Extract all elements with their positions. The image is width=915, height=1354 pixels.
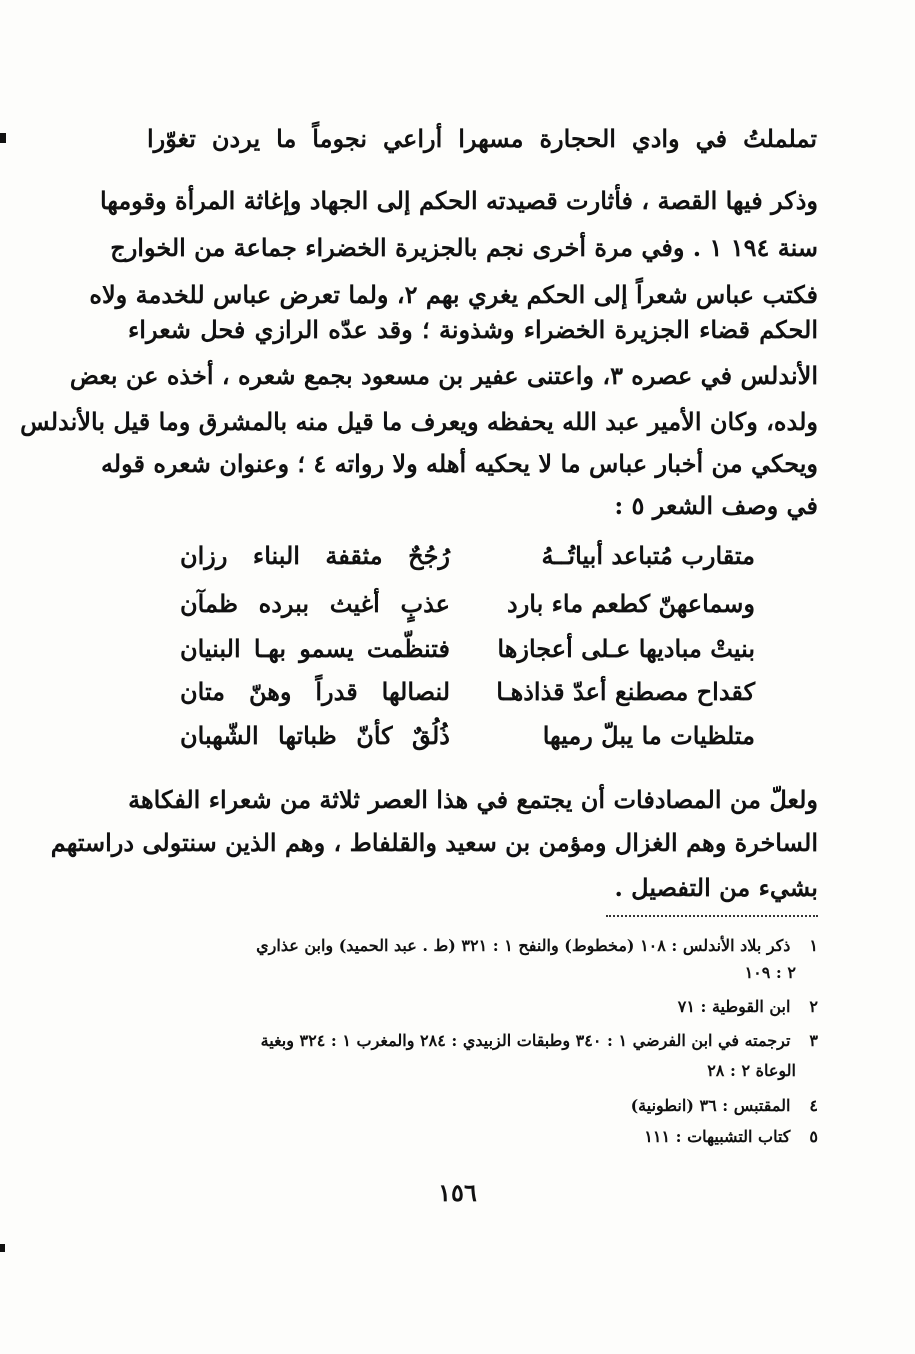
footnote-number: ٣ xyxy=(809,1031,818,1050)
verse-first-hemistich: متقارب مُتباعد أبياتُــهُ xyxy=(541,541,755,570)
footnote-text: كتاب التشبيهات : ١١١ xyxy=(644,1127,791,1146)
paragraph-line: ولعلّ من المصادفات أن يجتمع في هذا العصر ثلاثة من شعراء الفكاهة xyxy=(128,785,818,814)
footnote-text: الوعاة ٢ : ٢٨ xyxy=(707,1061,796,1080)
paragraph-line: ويحكي من أخبار عباس ما لا يحكيه أهله ولا رواته ٤ ؛ وعنوان شعره قوله xyxy=(100,449,818,478)
footnote-separator xyxy=(606,915,818,917)
paragraph-line: الأندلس في عصره ٣، واعتنى عفير بن مسعود بجمع شعره ، أخذه عن بعض xyxy=(69,361,818,390)
footnote-number: ٤ xyxy=(809,1096,818,1115)
poem-verse xyxy=(180,540,755,572)
paragraph-line: الساخرة وهم الغزال ومؤمن بن سعيد والقلفاط ، وهم الذين سنتولى دراستهم xyxy=(50,828,818,857)
verse-second-hemistich: لنصالها قدراً وهنّ متان xyxy=(180,677,450,706)
margin-mark xyxy=(0,1244,5,1252)
verse-second-hemistich: رُجُحٌ مثقفة البناء رزان xyxy=(180,541,450,570)
poem-verse xyxy=(180,588,755,620)
verse-first-hemistich: بنيتْ مباديها عـلى أعجازها xyxy=(497,634,755,663)
paragraph-line: فكتب عباس شعراً إلى الحكم يغري بهم ٢، ولما تعرض عباس للخدمة ولاه xyxy=(89,280,818,309)
verse-first-hemistich: متلظيات ما يبلّ رميها xyxy=(542,721,755,750)
footnote xyxy=(644,1126,818,1148)
verse-second-hemistich: ذُلُقٌ كأنّ ظباتها الشّهبان xyxy=(180,721,450,750)
footnote-continuation xyxy=(745,962,796,984)
footnote-text: ٢ : ١٠٩ xyxy=(744,963,796,982)
poem-verse xyxy=(180,720,755,752)
footnote xyxy=(678,996,818,1018)
margin-mark xyxy=(0,133,6,143)
verse-first-hemistich: كقداح مصطنع أعدّ قذاذهـا xyxy=(496,677,755,706)
paragraph-line: الحكم قضاء الجزيرة الخضراء وشذونة ؛ وقد عدّه الرازي فحل شعراء xyxy=(128,315,818,344)
footnote-number: ٢ xyxy=(809,997,818,1016)
paragraph-line: في وصف الشعر ٥ : xyxy=(614,491,818,520)
poem-verse xyxy=(180,633,755,665)
footnote-number: ١ xyxy=(809,936,818,955)
poem-verse xyxy=(180,676,755,708)
verse-second-hemistich: فتنظّمت يسمو بهـا البنيان xyxy=(180,634,450,663)
verse-heading: تململتُ في وادي الحجارة مسهرا أراعي نجوماً ما يردن تغوّرا xyxy=(147,124,817,153)
verse-first-hemistich: وسماعهنّ كطعم ماء بارد xyxy=(507,589,755,618)
footnote-text: المقتبس : ٣٦ (انطونية) xyxy=(630,1096,791,1115)
footnote-continuation xyxy=(707,1060,796,1082)
footnote-text: ذكر بلاد الأندلس : ١٠٨ (مخطوط) والنفح ١ : ٣٢١ (ط . عبد الحميد) وابن عذاري xyxy=(256,936,791,955)
footnote xyxy=(631,1095,818,1117)
footnote-text: ترجمته في ابن الفرضي ١ : ٣٤٠ وطبقات الزبيدي : ٢٨٤ والمغرب ١ : ٣٢٤ وبغية xyxy=(260,1031,791,1050)
footnote xyxy=(256,935,818,957)
paragraph-line: وذكر فيها القصة ، فأثارت قصيدته الحكم إلى الجهاد وإغاثة المرأة وقومها xyxy=(99,186,818,215)
footnote-text: ابن القوطية : ٧١ xyxy=(677,997,791,1016)
paragraph-line: ولده، وكان الأمير عبد الله يحفظه ويعرف ما قيل منه بالمشرق وما قيل بالأندلس xyxy=(20,407,818,436)
verse-second-hemistich: عذبٍ أغيث ببرده ظمآن xyxy=(180,589,450,618)
page-number: ١٥٦ xyxy=(438,1178,477,1207)
footnote-number: ٥ xyxy=(809,1127,818,1146)
footnote xyxy=(261,1030,818,1052)
paragraph-line: بشيء من التفصيل . xyxy=(614,873,818,902)
paragraph-line: سنة ١٩٤ ١ . وفي مرة أخرى نجم بالجزيرة الخضراء جماعة من الخوارج xyxy=(110,233,818,262)
